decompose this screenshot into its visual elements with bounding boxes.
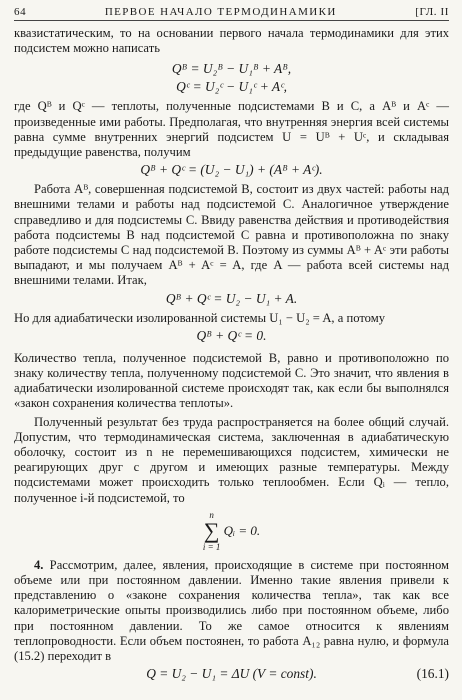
paragraph-4: Но для адиабатически изолированной системы U₁ − U₂ = A, а потому [14,310,385,325]
paragraph-1: квазистатическим, то на основании первого начала термодинамики для этих подсистем можно написать [14,26,449,56]
equation-summation [14,510,449,552]
chapter-label: [ГЛ. II [415,6,449,18]
equation-sum-q: Qᴮ + Qᶜ = (U₂ − U₁) + (Aᴮ + Aᶜ). [140,162,323,178]
section-number: 4. [34,557,44,572]
page-number: 64 [14,6,27,18]
sum-upper-limit: n [209,509,214,520]
equation-number: (16.1) [416,666,449,682]
paragraph-3: Работа Aᴮ, совершенная подсистемой B, состоит из двух частей: работы над внешними телами и работы над подсистемой C. Аналогичное утверждение справедливо и для подсистемы C. Ввиду равенства действия и противодействия работа подсистемы B над подсистемой C равна и противоположна по знаку работе подсистемы C над подсистемой B. Поэтому из суммы Aᴮ + Aᶜ эти работы выпадают, и мы получаем Aᴮ + Aᶜ = A, где A — работа всей системы над внешними телами. Итак, [14,182,449,288]
paragraph-6: Полученный результат без труда распространяется на более общий случай. Допустим, что термодинамическая система, заключенная в адиабатическую оболочку, состоит из n не перемешивающихся подсистем, химически не реагирующих друг с другом и имеющих разные температуры. Между подсистемами может происходить только теплообмен. Если Qᵢ — тепло, полученное i-й подсистемой, то [14,414,449,505]
equation-qb: Qᴮ = U₂ᴮ − U₁ᴮ + Aᴮ, [171,61,292,77]
equation-16-1-body: Q = U₂ − U₁ = ΔU (V = const). [146,666,317,682]
page-header [14,6,449,21]
paragraph-2: где Qᴮ и Qᶜ — теплоты, полученные подсистемами B и C, а Aᴮ и Aᶜ — произведенные ими работы. Предполагая, что внутренняя энергия всей системы равна сумме внутренних энергий подсистем U = Uᴮ + Uᶜ, и складывая предыдущие равенства, получим [14,99,449,160]
paragraph-5: Количество тепла, полученное подсистемой B, равно и противоположно по знаку количеству тепла, полученному подсистемой C. Это значит, что явления в адиабатически изолированной системе происходят так, как если бы выполнялся «закон сохранения количества теплоты». [14,350,449,411]
sum-body: Qᵢ = 0. [223,522,261,538]
equation-total-work: Qᴮ + Qᶜ = U₂ − U₁ + A. [165,290,298,306]
paragraph-7 [14,558,449,664]
sum-lower-limit: i = 1 [202,541,221,552]
summation-symbol [203,510,221,552]
running-title: ПЕРВОЕ НАЧАЛО ТЕРМОДИНАМИКИ [104,6,337,18]
sigma-glyph: ∑ [203,517,220,543]
equation-zero-heat: Qᴮ + Qᶜ = 0. [196,327,267,343]
paragraph-7-text: Рассмотрим, далее, явления, происходящие в системе при постоянном объеме или при постоянном давлении. Именно такие явления привели к представлению о «законе сохранения количества тепла», так как все калориметрические опыты производились либо при постоянном объеме, либо при постоянном давлении. То же самое относится к явлениям теплопроводности. Если объем постоянен, то работа A₁₂ равна нулю, и формула (15.2) переходит в [14,557,449,664]
equation-16-1 [14,665,449,682]
equation-qc: Qᶜ = U₂ᶜ − U₁ᶜ + Aᶜ, [176,79,287,95]
